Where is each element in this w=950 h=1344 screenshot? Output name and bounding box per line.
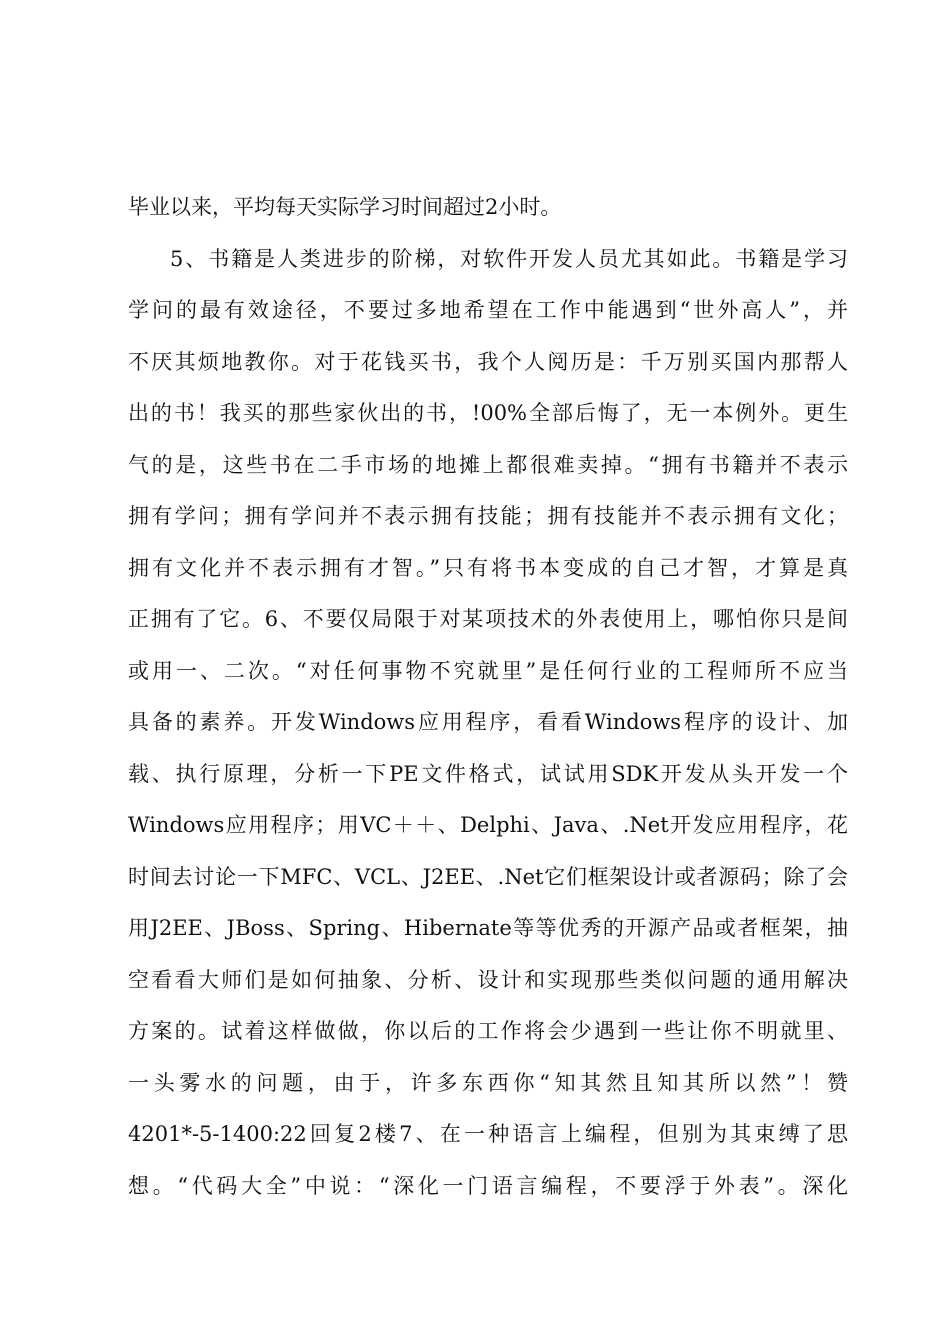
text-line: 具备的素养。开发Windows应用程序，看看Windows程序的设计、加 <box>128 710 848 734</box>
text-line: 用J2EE、JBoss、Spring、Hibernate等等优秀的开源产品或者框架，抽 <box>128 916 848 940</box>
text-line: 时间去讨论一下MFC、VCL、J2EE、.Net它们框架设计或者源码；除了会 <box>128 864 848 889</box>
text-line: 载、执行原理，分析一下PE文件格式，试试用SDK开发从头开发一个 <box>128 761 848 786</box>
text-line: 气的是，这些书在二手市场的地摊上都很难卖掉。“拥有书籍并不表示 <box>128 452 848 477</box>
text-line: 不厌其烦地教你。对于花钱买书，我个人阅历是：千万别买国内那帮人 <box>128 349 848 374</box>
text-line: 出的书！我买的那些家伙出的书，!00%全部后悔了，无一本例外。更生 <box>128 401 848 425</box>
text-line: 正拥有了它。6、不要仅局限于对某项技术的外表使用上，哪怕你只是间 <box>128 607 848 631</box>
text-line: 想。“代码大全”中说：“深化一门语言编程，不要浮于外表”。深化 <box>128 1173 848 1198</box>
text-line: 5、书籍是人类进步的阶梯，对软件开发人员尤其如此。书籍是学习 <box>170 246 848 271</box>
text-line: 毕业以来，平均每天实际学习时间超过2小时。 <box>128 195 562 219</box>
text-line: 学问的最有效途径，不要过多地希望在工作中能遇到“世外高人”，并 <box>128 298 848 322</box>
text-line: 空看看大师们是如何抽象、分析、设计和实现那些类似问题的通用解决 <box>128 967 848 992</box>
text-line: 方案的。试着这样做做，你以后的工作将会少遇到一些让你不明就里、 <box>128 1019 848 1043</box>
text-line: 拥有学问；拥有学问并不表示拥有技能；拥有技能并不表示拥有文化； <box>128 504 848 528</box>
body-text <box>128 182 848 1212</box>
text-line: Windows应用程序；用VC＋＋、Delphi、Java、.Net开发应用程序，花 <box>128 813 848 837</box>
text-line: 或用一、二次。“对任何事物不究就里”是任何行业的工程师所不应当 <box>128 658 848 683</box>
text-line: 一头雾水的问题，由于，许多东西你“知其然且知其所以然”！赞 <box>128 1070 848 1095</box>
text-line: 拥有文化并不表示拥有才智。”只有将书本变成的自己才智，才算是真 <box>128 555 848 580</box>
text-line: 4201*-5-1400:22回复2楼7、在一种语言上编程，但别为其束缚了思 <box>128 1122 848 1146</box>
